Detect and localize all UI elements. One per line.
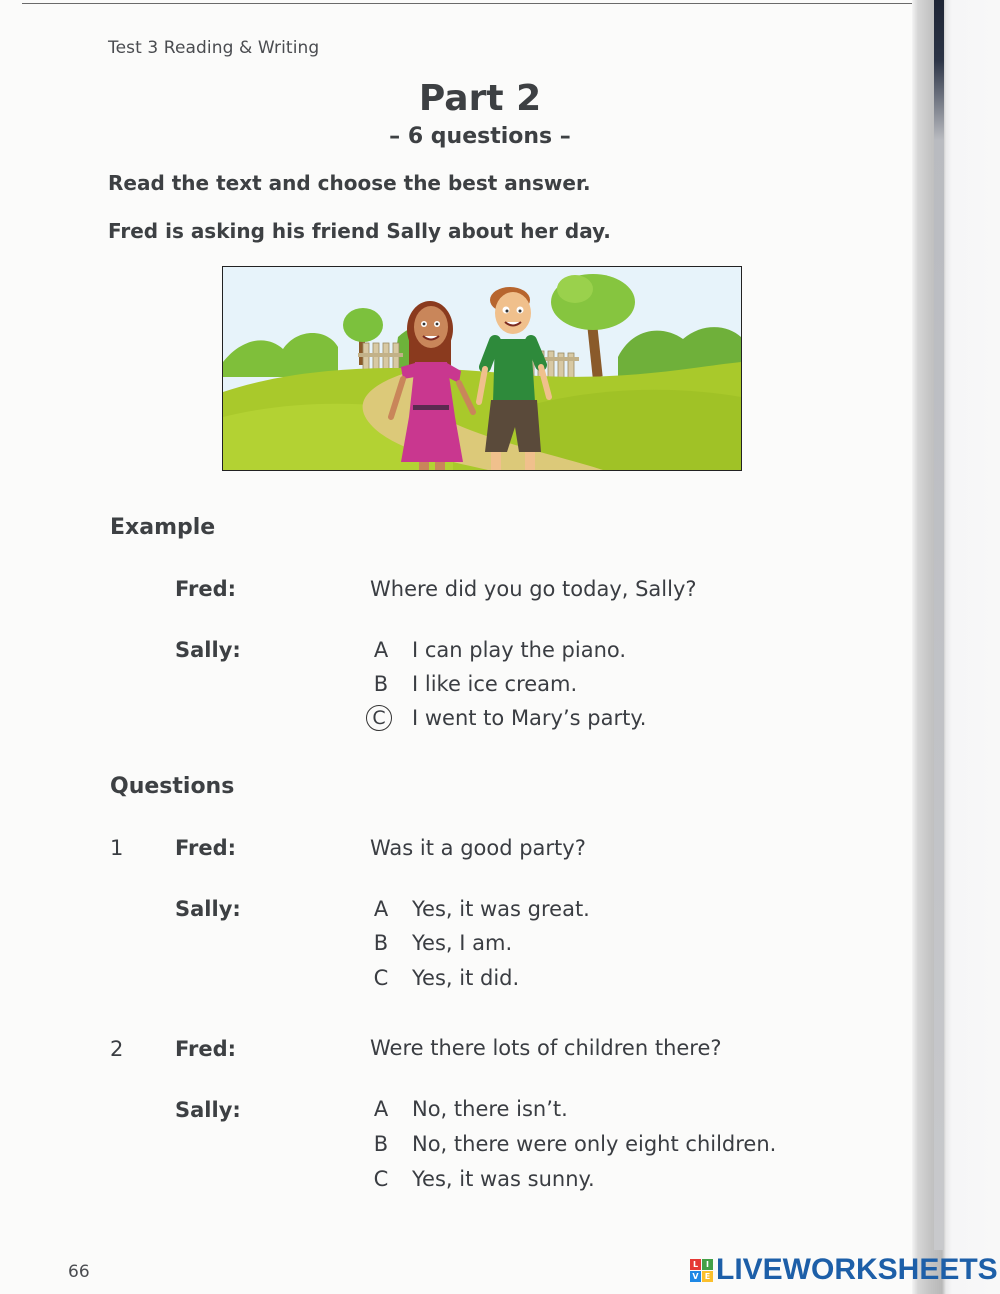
question-1-option-b-text[interactable]: Yes, I am.: [412, 931, 513, 955]
example-sally-label: Sally:: [175, 638, 241, 662]
question-1-option-a-text[interactable]: Yes, it was great.: [412, 897, 590, 921]
question-2-number: 2: [110, 1037, 124, 1061]
example-option-c-text: I went to Mary’s party.: [412, 706, 647, 730]
questions-heading: Questions: [110, 774, 235, 799]
question-1-number: 1: [110, 836, 124, 860]
question-2-option-a-letter[interactable]: A: [373, 1097, 389, 1121]
question-1-option-b-letter[interactable]: B: [373, 931, 389, 955]
instruction-line-1: Read the text and choose the best answer.: [108, 171, 591, 195]
example-heading: Example: [110, 515, 216, 540]
question-2-option-a-text[interactable]: No, there isn’t.: [412, 1097, 568, 1121]
question-1-option-c-letter[interactable]: C: [373, 966, 389, 990]
illustration-fred-and-sally: [222, 266, 742, 471]
top-rule: [22, 3, 922, 4]
park-scene-image: [223, 267, 741, 470]
page-number: 66: [68, 1262, 90, 1282]
running-header: Test 3 Reading & Writing: [108, 38, 320, 58]
question-2-fred-label: Fred:: [175, 1037, 237, 1061]
example-option-b-letter: B: [373, 672, 389, 696]
question-1-fred-text: Was it a good party?: [370, 836, 586, 860]
question-1-option-c-text[interactable]: Yes, it did.: [412, 966, 520, 990]
liveworksheets-logo[interactable]: [690, 1255, 998, 1285]
book-spine-edge: [912, 0, 1000, 1294]
question-1-sally-label: Sally:: [175, 897, 241, 921]
logo-tiles-icon: L I V E: [690, 1259, 713, 1282]
question-1-fred-label: Fred:: [175, 836, 237, 860]
example-fred-label: Fred:: [175, 577, 237, 601]
example-option-b-text: I like ice cream.: [412, 672, 578, 696]
example-option-c-circled-letter: C: [366, 705, 392, 731]
question-2-fred-text: Were there lots of children there?: [370, 1036, 722, 1060]
part-title: Part 2: [418, 78, 542, 119]
part-subtitle: – 6 questions –: [389, 124, 571, 149]
question-2-option-c-letter[interactable]: C: [373, 1167, 389, 1191]
question-2-option-b-text[interactable]: No, there were only eight children.: [412, 1132, 777, 1156]
question-1-option-a-letter[interactable]: A: [373, 897, 389, 921]
example-fred-question: Where did you go today, Sally?: [370, 577, 697, 601]
example-option-a-text: I can play the piano.: [412, 638, 627, 662]
example-option-a-letter: A: [373, 638, 389, 662]
question-2-sally-label: Sally:: [175, 1098, 241, 1122]
question-2-option-b-letter[interactable]: B: [373, 1132, 389, 1156]
logo-text: LIVEWORKSHEETS: [716, 1253, 998, 1286]
question-2-option-c-text[interactable]: Yes, it was sunny.: [412, 1167, 595, 1191]
instruction-line-2: Fred is asking his friend Sally about her day.: [108, 219, 611, 243]
